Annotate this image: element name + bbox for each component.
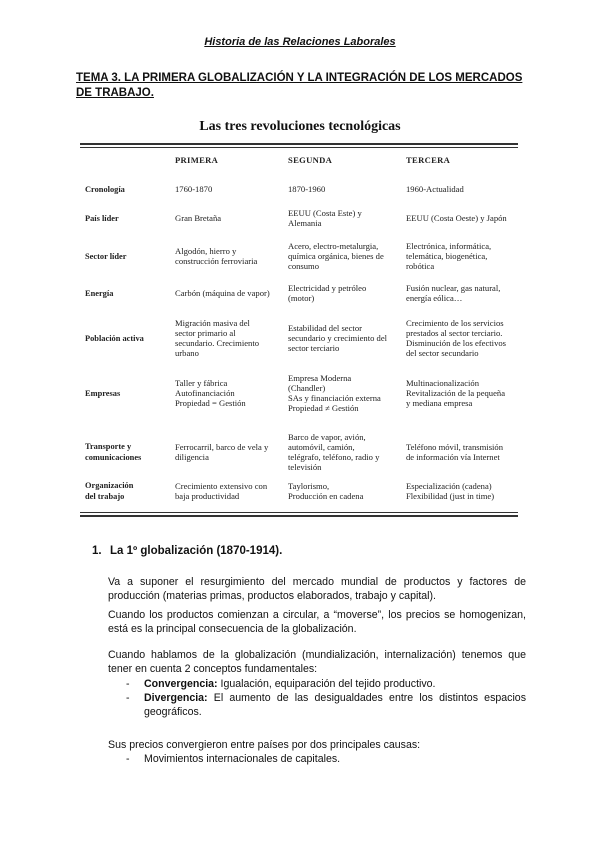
column-header-tercera: TERCERA xyxy=(406,155,451,165)
table-top-rule xyxy=(80,143,518,145)
table-bottom-rule xyxy=(80,515,518,517)
table-row xyxy=(80,476,518,506)
table-row xyxy=(80,206,518,230)
column-header-segunda: SEGUNDA xyxy=(288,155,333,165)
table-cell: Teléfono móvil, transmisión de información vía Internet xyxy=(406,442,504,462)
table-row xyxy=(80,430,518,474)
term-convergencia: Convergencia: xyxy=(144,678,218,690)
table-row xyxy=(80,240,518,272)
row-label: Población activa xyxy=(85,333,144,343)
paragraph: Cuando hablamos de la globalización (mundialización, internalización) tenemos que tener en cuenta 2 conceptos fundamentales: xyxy=(108,649,526,675)
concepts-list xyxy=(108,677,526,719)
page-header: Historia de las Relaciones Laborales xyxy=(204,36,396,48)
table-top-rule-thin xyxy=(80,147,518,148)
table-row xyxy=(80,313,518,363)
list-item: - Movimientos internacionales de capitales. xyxy=(126,753,341,765)
table-cell: Migración masiva del sector primario al secundario. Crecimiento urbano xyxy=(175,318,259,358)
list-item: - Convergencia: Igualación, equiparación del tejido productivo. xyxy=(126,678,436,690)
table-row xyxy=(80,182,518,196)
section-number: 1. xyxy=(92,545,102,557)
table-cell: 1960-Actualidad xyxy=(406,184,464,194)
table-bottom-rule-thin xyxy=(80,512,518,513)
table-cell: Especialización (cadena) Flexibilidad (just in time) xyxy=(406,481,495,501)
table-cell: Acero, electro-metalurgia, química orgánica, bienes de consumo xyxy=(288,241,384,271)
table-row xyxy=(80,280,518,306)
paragraph: Sus precios convergieron entre países por dos principales causas: xyxy=(108,739,421,751)
table-cell: Empresa Moderna (Chandler) SAs y financiación externa Propiedad ≠ Gestión xyxy=(288,373,381,413)
table-cell: Electricidad y petróleo (motor) xyxy=(288,283,367,303)
table-cell: Taller y fábrica Autofinanciación Propiedad = Gestión xyxy=(175,378,246,408)
table-cell: EEUU (Costa Oeste) y Japón xyxy=(406,213,507,223)
table-cell: Algodón, hierro y construcción ferroviaria xyxy=(175,246,258,266)
row-label: Cronología xyxy=(85,184,125,194)
table-row xyxy=(80,371,518,415)
section-heading xyxy=(92,545,282,557)
table-cell: Barco de vapor, avión, automóvil, camión, telégrafo, teléfono, radio y televisión xyxy=(288,432,380,472)
list-item: - Divergencia: El aumento de las desigualdades entre los distintos espacios geográficos. xyxy=(126,692,526,718)
table-cell: EEUU (Costa Este) y Alemania xyxy=(288,208,362,228)
row-label: Transporte y comunicaciones xyxy=(85,442,142,462)
table-cell: Carbón (máquina de vapor) xyxy=(175,288,270,298)
paragraph: Cuando los productos comienzan a circular, a “moverse”, los precios se homogenizan, está es la principal consecuencia de la globalización. xyxy=(108,609,526,635)
table-cell: Crecimiento de los servicios prestados al sector terciario. Disminución de los efectivos del sector secundario xyxy=(406,318,507,358)
table-cell: Fusión nuclear, gas natural, energía eólica… xyxy=(406,283,501,303)
row-label: Organización del trabajo xyxy=(85,481,134,501)
term-divergencia: Divergencia: xyxy=(144,692,208,704)
column-header-primera: PRIMERA xyxy=(175,155,219,165)
table-cell: Estabilidad del sector secundario y crecimiento del sector terciario xyxy=(288,323,388,353)
table-cell: Electrónica, informática, telemática, biogenética, robótica xyxy=(406,241,492,271)
table-cell: Gran Bretaña xyxy=(175,213,222,223)
paragraph: Va a suponer el resurgimiento del mercado mundial de productos y factores de producción (materias primas, productos elaborados, trabajo y capital). xyxy=(108,576,526,602)
table-cell: Crecimiento extensivo con baja productividad xyxy=(175,481,268,501)
table-cell: Multinacionalización Revitalización de la pequeña y mediana empresa xyxy=(406,378,506,408)
table-cell: 1870-1960 xyxy=(288,184,326,194)
section-title: La 1º globalización (1870-1914). xyxy=(110,545,283,557)
topic-title: TEMA 3. LA PRIMERA GLOBALIZACIÓN Y LA INTEGRACIÓN DE LOS MERCADOS DE TRABAJO. xyxy=(76,72,523,99)
table-cell: Taylorismo, Producción en cadena xyxy=(288,481,364,501)
table-cell: 1760-1870 xyxy=(175,184,213,194)
table-title: Las tres revoluciones tecnológicas xyxy=(199,119,401,134)
causes-list xyxy=(108,752,526,766)
table-cell: Ferrocarril, barco de vela y diligencia xyxy=(175,442,269,462)
row-label: Empresas xyxy=(85,388,121,398)
row-label: Energía xyxy=(85,288,114,298)
row-label: Sector líder xyxy=(85,251,127,261)
row-label: País líder xyxy=(85,213,119,223)
